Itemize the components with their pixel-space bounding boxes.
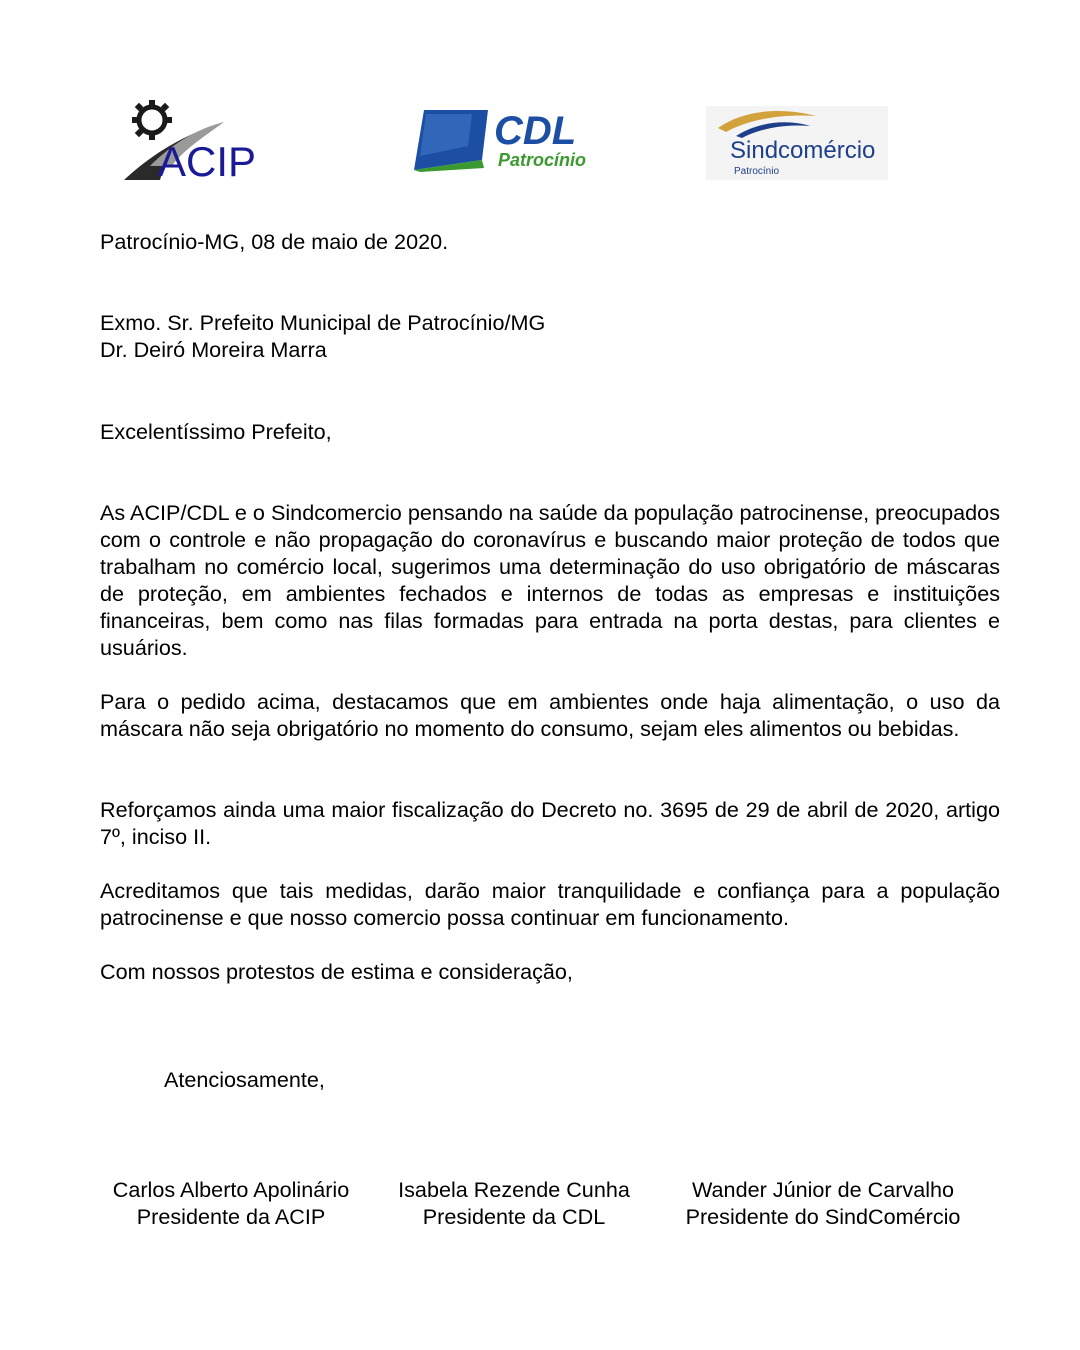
acip-logo <box>120 96 275 182</box>
signature-cdl <box>384 1176 644 1230</box>
salutation: Excelentíssimo Prefeito, <box>100 419 332 444</box>
signature-name: Carlos Alberto Apolinário <box>112 1177 350 1202</box>
recipient-title: Exmo. Sr. Prefeito Municipal de Patrocínio/MG <box>100 310 546 335</box>
paragraph-4: Acreditamos que tais medidas, darão maior tranquilidade e confiança para a população patrocinense e que nosso comercio possa continuar em funcionamento. <box>100 878 1000 930</box>
cdl-logo-text: CDL <box>494 109 577 153</box>
acip-logo-text: ACIP <box>158 138 257 182</box>
gear-icon <box>132 100 172 140</box>
signature-name: Wander Júnior de Carvalho <box>691 1177 955 1202</box>
sign-off: Atenciosamente, <box>164 1067 325 1092</box>
signature-sindcomercio <box>660 1176 986 1230</box>
closing-line: Com nossos protestos de estima e consideração, <box>100 959 573 984</box>
sindcomercio-logo-text: Sindcomércio <box>730 137 876 164</box>
paragraph-3: Reforçamos ainda uma maior fiscalização do Decreto no. 3695 de 29 de abril de 2020, artigo 7º, inciso II. <box>100 797 1000 849</box>
signature-name: Isabela Rezende Cunha <box>398 1177 630 1202</box>
cdl-logo-subtitle: Patrocínio <box>498 150 587 170</box>
signature-title: Presidente do SindComércio <box>685 1204 961 1229</box>
paragraph-2: Para o pedido acima, destacamos que em ambientes onde haja alimentação, o uso da máscara não seja obrigatório no momento do consumo, sejam eles alimentos ou bebidas. <box>100 689 1000 741</box>
signature-title: Presidente da ACIP <box>136 1204 326 1229</box>
signature-title: Presidente da CDL <box>422 1204 606 1229</box>
recipient-block <box>100 309 1000 363</box>
paragraph-1: As ACIP/CDL e o Sindcomercio pensando na saúde da população patrocinense, preocupados com o controle e não propagação do coronavírus e buscando maior proteção de todos que trabalham no comércio local, sugerimos uma determinação do uso obrigatório de máscaras de proteção, em ambientes fechados e internos de todas as empresas e instituições financeiras, bem como nas filas formadas para entrada na porta destas, para clientes e usuários. <box>100 500 1000 660</box>
recipient-name: Dr. Deiró Moreira Marra <box>100 337 327 362</box>
sindcomercio-logo-subtitle: Patrocínio <box>734 166 780 177</box>
signature-acip <box>98 1176 364 1230</box>
cdl-logo <box>412 106 592 172</box>
letter-date: Patrocínio-MG, 08 de maio de 2020. <box>100 229 449 254</box>
sindcomercio-logo <box>706 106 888 180</box>
